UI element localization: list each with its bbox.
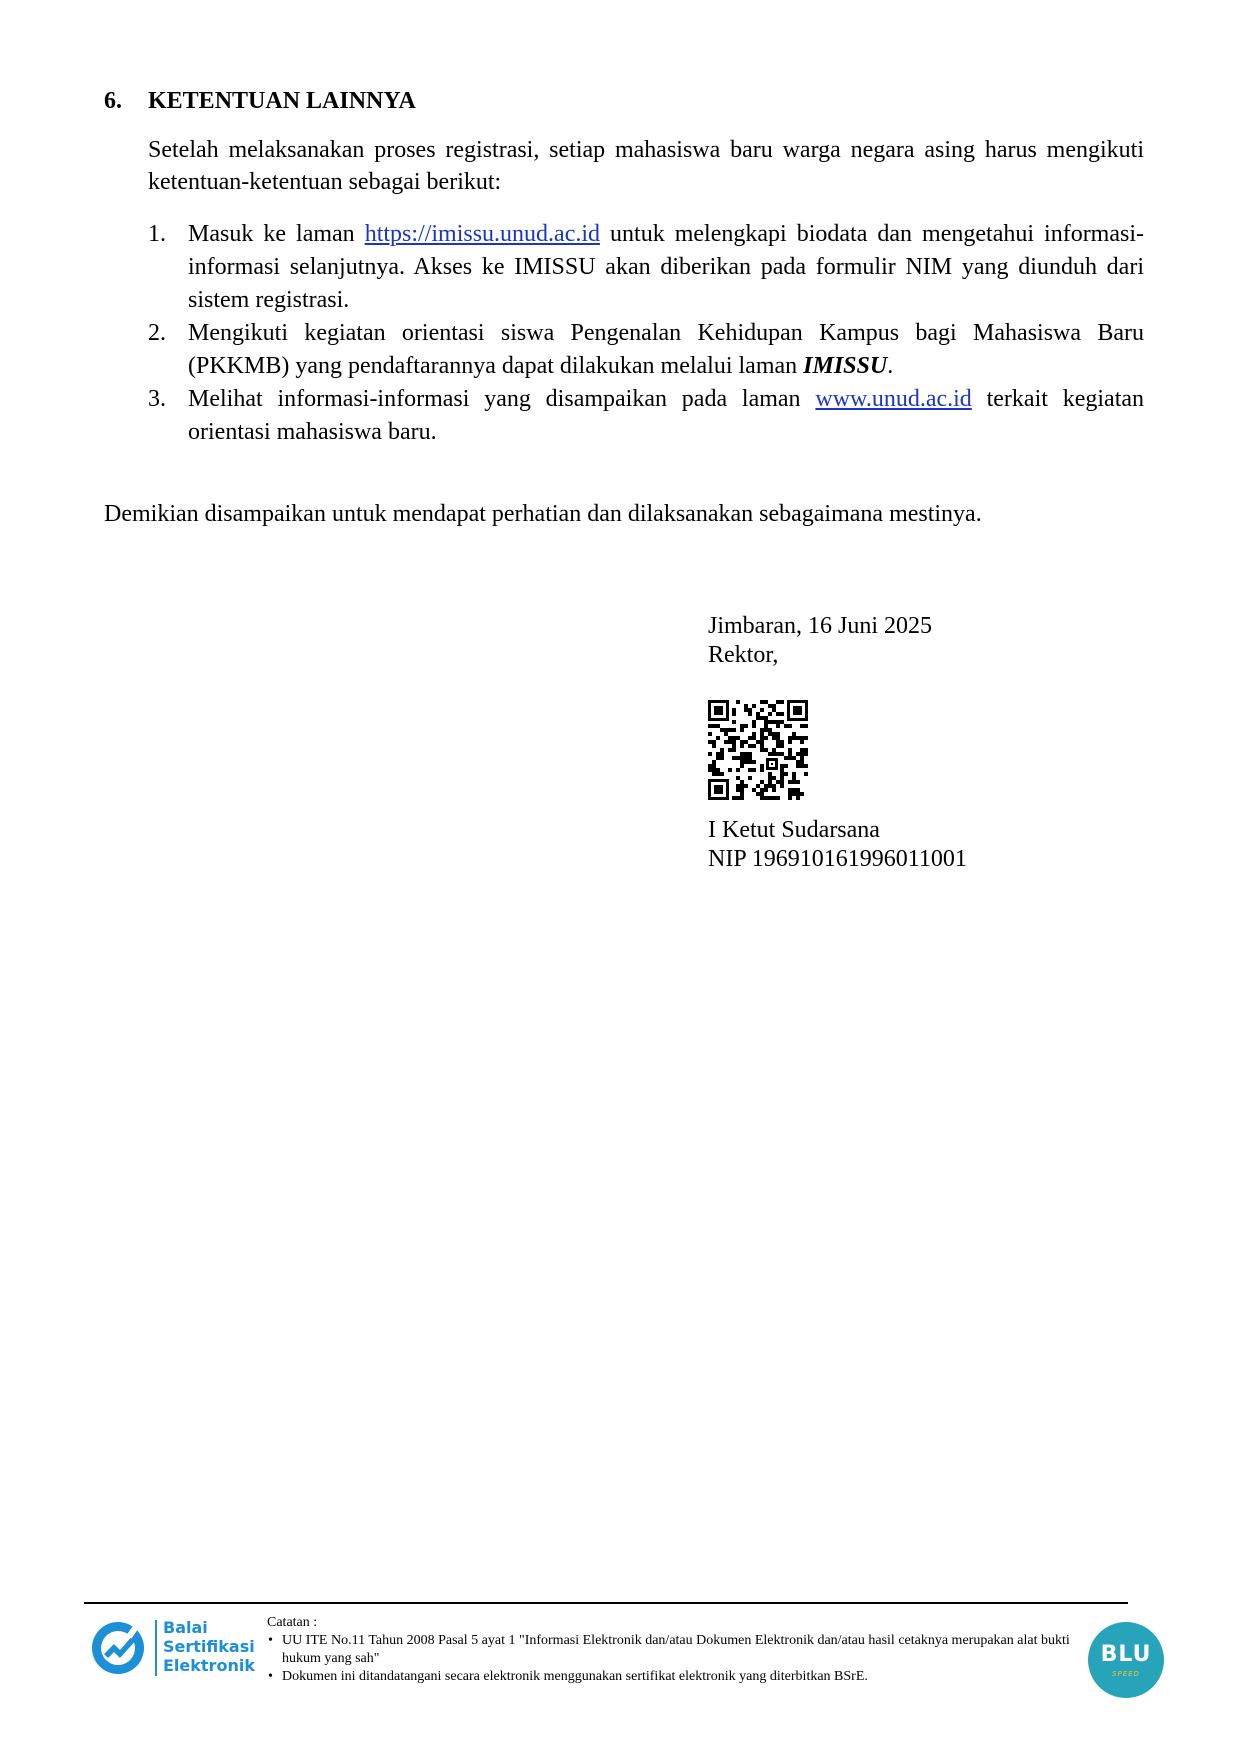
- footer-notes: [267, 1614, 1087, 1686]
- footer-divider: [84, 1602, 1128, 1604]
- item-text-after: .: [887, 353, 894, 379]
- list-item: [148, 317, 1144, 383]
- list-marker: 2.: [148, 320, 166, 346]
- bsre-line: Balai: [163, 1618, 208, 1637]
- note-item: • Dokumen ini ditandatangani secara elektronik menggunakan sertifikat elektronik yang diterbitkan BSrE.: [267, 1668, 1087, 1686]
- place-date: Jimbaran, 16 Juni 2025: [708, 613, 932, 639]
- signer-name: I Ketut Sudarsana: [708, 817, 880, 843]
- bsre-divider: [155, 1620, 157, 1676]
- signer-block: [708, 816, 967, 874]
- list-marker: 1.: [148, 221, 166, 247]
- blu-badge-text: BLU: [1100, 1642, 1152, 1667]
- bsre-wordmark: [163, 1618, 255, 1675]
- bsre-line: Sertifikasi: [163, 1637, 255, 1656]
- item-text-after: terkait kegiatan orientasi mahasiswa baru.: [188, 386, 1145, 445]
- item-text-after: untuk melengkapi biodata dan mengetahui informasi-informasi selanjutnya. Akses ke IMISSU akan diberikan pada formulir NIM yang diunduh dari sistem registrasi.: [188, 221, 1145, 313]
- item-text-before: Melihat informasi-informasi yang disampaikan pada laman: [188, 386, 816, 412]
- list-item: [148, 218, 1144, 317]
- blu-speed-badge: [1088, 1622, 1164, 1698]
- section-intro: Setelah melaksanakan proses registrasi, setiap mahasiswa baru warga negara asing harus mengikuti ketentuan-ketentuan sebagai berikut:: [148, 137, 1144, 195]
- section-heading: [104, 88, 416, 115]
- notes-title: Catatan :: [267, 1615, 318, 1630]
- note-item: • UU ITE No.11 Tahun 2008 Pasal 5 ayat 1 "Informasi Elektronik dan/atau Dokumen Elektronik dan/atau hasil cetaknya merupakan alat bukti hukum yang sah": [267, 1632, 1087, 1668]
- imissu-link[interactable]: https://imissu.unud.ac.id: [364, 221, 601, 247]
- bsre-line: Elektronik: [163, 1656, 255, 1675]
- list-marker: 3.: [148, 386, 166, 412]
- closing-statement: Demikian disampaikan untuk mendapat perhatian dan dilaksanakan sebagaimana mestinya.: [104, 501, 982, 527]
- item-emphasis: IMISSU: [803, 353, 888, 379]
- notes-list: [267, 1632, 1087, 1686]
- qr-code-icon: [708, 700, 808, 800]
- signature-block: [708, 612, 932, 670]
- item-text-before: Masuk ke laman: [188, 221, 365, 247]
- blu-badge-subtext: SPEED: [1112, 1670, 1140, 1678]
- section-title: KETENTUAN LAINNYA: [148, 88, 416, 114]
- unud-website-link[interactable]: www.unud.ac.id: [815, 386, 972, 412]
- list-item: [148, 383, 1144, 449]
- item-text-before: Mengikuti kegiatan orientasi siswa Pengenalan Kehidupan Kampus bagi Mahasiswa Baru (PKKMB) yang pendaftarannya dapat dilakukan melalui laman: [188, 320, 1144, 379]
- section-number: 6.: [104, 88, 122, 114]
- signer-nip: NIP 196910161996011001: [708, 846, 967, 872]
- provisions-list: [148, 218, 1144, 449]
- signer-position: Rektor,: [708, 642, 779, 668]
